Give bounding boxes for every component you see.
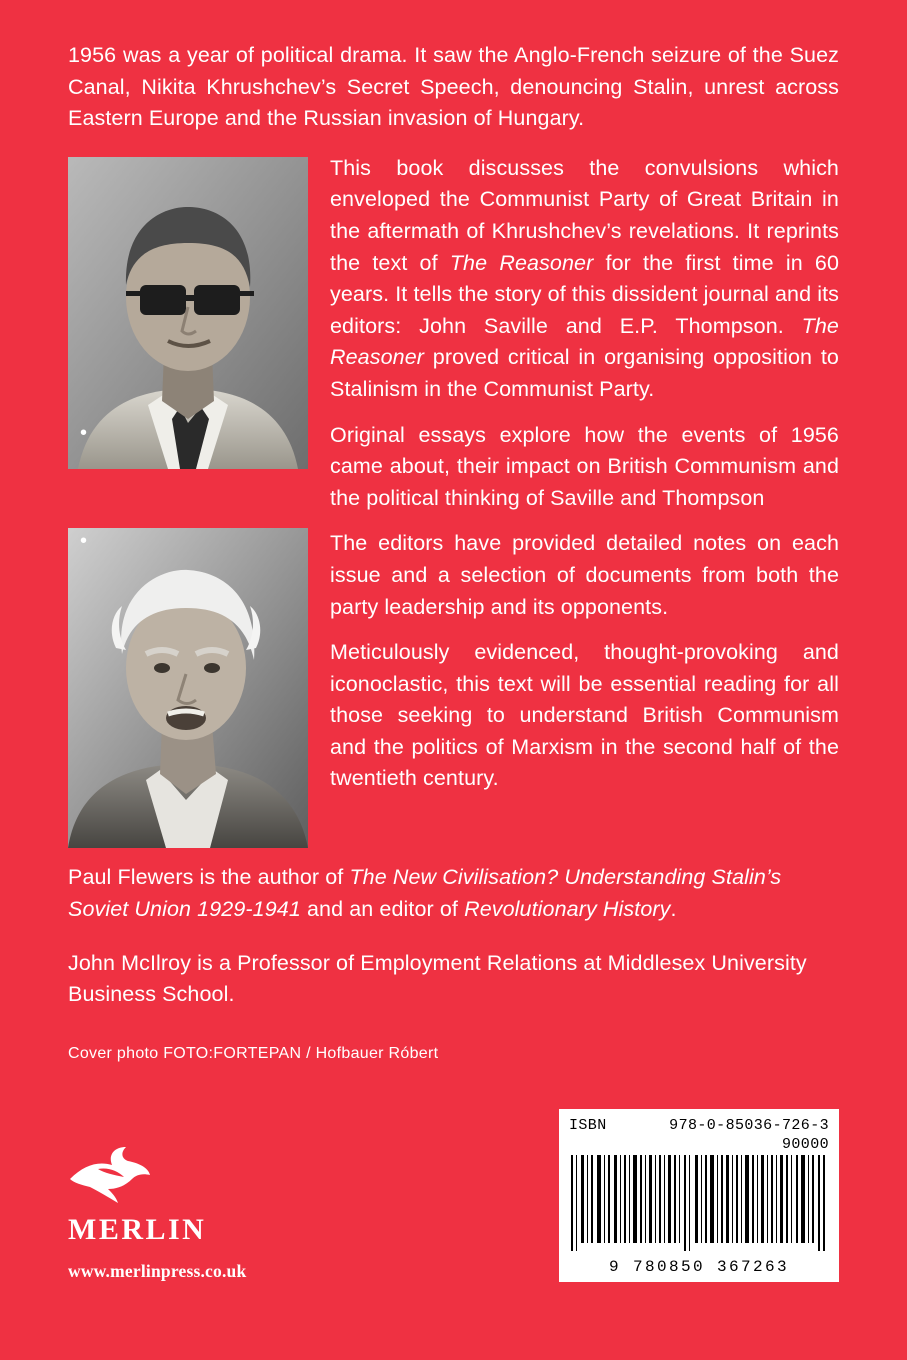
- author-bio-flewers: [68, 862, 839, 925]
- feature-bullet-list-2: [68, 528, 839, 623]
- list-item: • The editors have provided detailed notes on each issue and a selection of documents from both the party leadership and its opponents.: [68, 528, 839, 623]
- price-code: 90000: [781, 1136, 829, 1153]
- publisher-footer: [68, 1145, 368, 1282]
- author-bio-mcilroy: John McIlroy is a Professor of Employment Relations at Middlesex University Business School.: [68, 950, 807, 1007]
- barcode-isbn-line: [569, 1117, 829, 1134]
- closing-paragraph: Meticulously evidenced, thought-provoking and iconoclastic, this text will be essential reading for all those seeking to understand British Communism and the politics of Marxism in the second half of the twentieth century.: [330, 640, 839, 791]
- barcode-bars-icon: [569, 1155, 829, 1251]
- feature-bullet-list: [68, 420, 839, 515]
- journal-title-revolutionary-history: Revolutionary History: [464, 896, 671, 921]
- author-bio-flewers-part1: Paul Flewers is the author of: [68, 865, 350, 890]
- author-bio-flewers-part3: .: [670, 896, 677, 921]
- book-title-reasoner-1: The Reasoner: [449, 250, 594, 275]
- author-bio-flewers-part2: and an editor of: [300, 896, 465, 921]
- book-title-new-civilisation: The New Civilisation? Understanding Stalin’s Soviet Union 1929-1941: [68, 865, 782, 921]
- publisher-name: MERLIN: [68, 1213, 207, 1246]
- list-item: • Original essays explore how the events of 1956 came about, their impact on British Communism and the political thinking of Saville and Thompson: [68, 420, 839, 515]
- isbn-number: 978-0-85036-726-3: [669, 1117, 829, 1134]
- isbn-label: ISBN: [569, 1117, 607, 1134]
- main-paragraph-part2: for the first time in 60 years. It tells the story of this dissident journal and its editors: John Saville and E.P. Thompson.: [330, 250, 840, 338]
- intro-paragraph: 1956 was a year of political drama. It saw the Anglo-French seizure of the Suez Canal, Nikita Khrushchev’s Secret Speech, denouncing Stalin, unrest across Eastern Europe and the Russian invasion of Hungary.: [68, 43, 839, 131]
- photo-credit: Cover photo FOTO:FORTEPAN / Hofbauer Róbert: [68, 1044, 439, 1062]
- dove-icon: [68, 1145, 152, 1205]
- barcode-digits: 9 780850 367263: [608, 1258, 790, 1276]
- publisher-website[interactable]: www.merlinpress.co.uk: [68, 1261, 247, 1281]
- main-paragraph-part1: This book discusses the convulsions which enveloped the Communist Party of Great Britain in the aftermath of Khrushchev’s revelations. It reprints the text of: [330, 155, 839, 275]
- main-paragraph-part3: proved critical in organising opposition to Stalinism in the Communist Party.: [330, 345, 839, 401]
- barcode-block: [559, 1109, 839, 1282]
- book-title-reasoner-2: The Reasoner: [330, 313, 839, 370]
